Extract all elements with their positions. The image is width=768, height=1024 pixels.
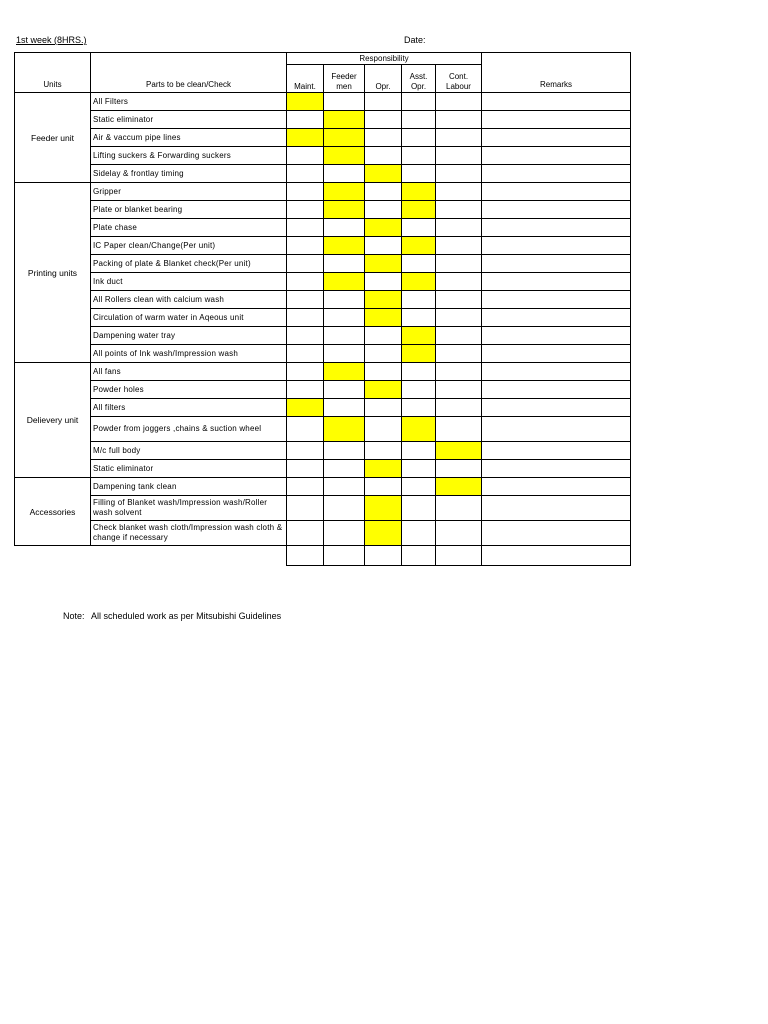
cont-labour-cell bbox=[436, 219, 482, 237]
asst-opr-cell-assigned bbox=[402, 345, 436, 363]
responsibility-header: Responsibility bbox=[287, 53, 482, 65]
table-row bbox=[15, 129, 631, 147]
opr-cell-assigned bbox=[365, 291, 402, 309]
cont-labour-cell bbox=[436, 93, 482, 111]
remarks-cell bbox=[482, 201, 631, 219]
table-row bbox=[15, 93, 631, 111]
maint-cell bbox=[287, 201, 324, 219]
opr-cell-assigned bbox=[365, 381, 402, 399]
footer-note bbox=[63, 611, 281, 621]
table-row bbox=[15, 363, 631, 381]
part-label: Powder from joggers ,chains & suction wheel bbox=[91, 417, 287, 442]
remarks-cell bbox=[482, 442, 631, 460]
part-label: All filters bbox=[91, 399, 287, 417]
opr-cell bbox=[365, 273, 402, 291]
part-label: All points of Ink wash/Impression wash bbox=[91, 345, 287, 363]
cont-labour-cell-assigned bbox=[436, 478, 482, 496]
table-row bbox=[15, 273, 631, 291]
cont-labour-cell bbox=[436, 363, 482, 381]
maint-cell bbox=[287, 273, 324, 291]
cont-labour-cell bbox=[436, 111, 482, 129]
remarks-cell bbox=[482, 147, 631, 165]
asst-opr-cell bbox=[402, 165, 436, 183]
part-label: Static eliminator bbox=[91, 460, 287, 478]
cont-labour-cell bbox=[436, 165, 482, 183]
maint-cell bbox=[287, 442, 324, 460]
feeder-men-cell-assigned bbox=[324, 183, 365, 201]
maint-header: Maint. bbox=[287, 65, 324, 93]
remarks-header: Remarks bbox=[482, 53, 631, 93]
parts-header: Parts to be clean/Check bbox=[91, 53, 287, 93]
feeder-men-cell bbox=[324, 442, 365, 460]
feeder-men-cell bbox=[324, 93, 365, 111]
remarks-cell bbox=[482, 237, 631, 255]
part-label: Sidelay & frontlay timing bbox=[91, 165, 287, 183]
maint-cell bbox=[287, 219, 324, 237]
unit-label: Printing units bbox=[15, 183, 91, 363]
empty-cell bbox=[15, 546, 91, 566]
maint-cell bbox=[287, 327, 324, 345]
note-text: All scheduled work as per Mitsubishi Guidelines bbox=[91, 611, 282, 621]
maint-cell bbox=[287, 363, 324, 381]
blank-cell bbox=[324, 546, 365, 566]
feeder-men-header: Feeder men bbox=[324, 65, 365, 93]
maint-cell bbox=[287, 255, 324, 273]
asst-opr-cell bbox=[402, 309, 436, 327]
remarks-cell bbox=[482, 165, 631, 183]
maint-cell bbox=[287, 183, 324, 201]
table-row bbox=[15, 460, 631, 478]
feeder-men-cell-assigned bbox=[324, 363, 365, 381]
table-row bbox=[15, 201, 631, 219]
remarks-cell bbox=[482, 363, 631, 381]
asst-opr-cell bbox=[402, 219, 436, 237]
part-label: IC Paper clean/Change(Per unit) bbox=[91, 237, 287, 255]
opr-cell bbox=[365, 442, 402, 460]
blank-cell bbox=[402, 546, 436, 566]
table-row bbox=[15, 291, 631, 309]
asst-opr-cell bbox=[402, 291, 436, 309]
cont-labour-cell bbox=[436, 496, 482, 521]
maint-cell bbox=[287, 521, 324, 546]
remarks-cell bbox=[482, 496, 631, 521]
table-row bbox=[15, 345, 631, 363]
part-label: Plate chase bbox=[91, 219, 287, 237]
unit-label: Accessories bbox=[15, 478, 91, 546]
opr-cell bbox=[365, 327, 402, 345]
maint-cell-assigned bbox=[287, 399, 324, 417]
remarks-cell bbox=[482, 309, 631, 327]
feeder-men-cell-assigned bbox=[324, 237, 365, 255]
part-label: Ink duct bbox=[91, 273, 287, 291]
asst-opr-cell bbox=[402, 255, 436, 273]
feeder-men-cell-assigned bbox=[324, 201, 365, 219]
maint-cell bbox=[287, 165, 324, 183]
asst-opr-cell-assigned bbox=[402, 417, 436, 442]
asst-opr-cell bbox=[402, 460, 436, 478]
feeder-men-cell-assigned bbox=[324, 147, 365, 165]
unit-label: Delievery unit bbox=[15, 363, 91, 478]
asst-opr-cell bbox=[402, 111, 436, 129]
part-label: Air & vaccum pipe lines bbox=[91, 129, 287, 147]
remarks-cell bbox=[482, 345, 631, 363]
opr-cell-assigned bbox=[365, 521, 402, 546]
opr-cell bbox=[365, 417, 402, 442]
cont-labour-cell bbox=[436, 309, 482, 327]
cont-labour-cell bbox=[436, 201, 482, 219]
table-row bbox=[15, 399, 631, 417]
maint-cell bbox=[287, 460, 324, 478]
part-label: All fans bbox=[91, 363, 287, 381]
table-row bbox=[15, 147, 631, 165]
part-label: Check blanket wash cloth/Impression wash cloth & change if necessary bbox=[91, 521, 287, 546]
table-row bbox=[15, 496, 631, 521]
opr-cell-assigned bbox=[365, 496, 402, 521]
remarks-cell bbox=[482, 111, 631, 129]
part-label: Dampening water tray bbox=[91, 327, 287, 345]
remarks-cell bbox=[482, 381, 631, 399]
unit-label: Feeder unit bbox=[15, 93, 91, 183]
asst-opr-cell bbox=[402, 147, 436, 165]
asst-opr-cell bbox=[402, 442, 436, 460]
blank-row bbox=[15, 546, 631, 566]
maint-cell bbox=[287, 111, 324, 129]
remarks-cell bbox=[482, 521, 631, 546]
cont-labour-cell bbox=[436, 327, 482, 345]
opr-cell-assigned bbox=[365, 165, 402, 183]
opr-cell-assigned bbox=[365, 309, 402, 327]
cont-labour-cell bbox=[436, 255, 482, 273]
remarks-cell bbox=[482, 183, 631, 201]
part-label: Circulation of warm water in Aqeous unit bbox=[91, 309, 287, 327]
opr-cell bbox=[365, 129, 402, 147]
asst-opr-cell bbox=[402, 93, 436, 111]
opr-cell bbox=[365, 363, 402, 381]
remarks-cell bbox=[482, 399, 631, 417]
feeder-men-cell bbox=[324, 399, 365, 417]
cont-labour-cell bbox=[436, 183, 482, 201]
cont-labour-cell bbox=[436, 460, 482, 478]
remarks-cell bbox=[482, 327, 631, 345]
table-row bbox=[15, 327, 631, 345]
blank-cell bbox=[365, 546, 402, 566]
cont-labour-cell bbox=[436, 521, 482, 546]
maint-cell-assigned bbox=[287, 129, 324, 147]
feeder-men-cell bbox=[324, 521, 365, 546]
maint-cell bbox=[287, 237, 324, 255]
blank-cell bbox=[436, 546, 482, 566]
cont-labour-cell bbox=[436, 345, 482, 363]
cleaning-schedule-table bbox=[14, 52, 631, 566]
cont-labour-cell bbox=[436, 417, 482, 442]
maint-cell bbox=[287, 417, 324, 442]
opr-cell bbox=[365, 201, 402, 219]
asst-opr-cell-assigned bbox=[402, 327, 436, 345]
date-label: Date: bbox=[404, 35, 426, 45]
opr-cell bbox=[365, 147, 402, 165]
maint-cell bbox=[287, 478, 324, 496]
part-label: All Filters bbox=[91, 93, 287, 111]
schedule-body bbox=[15, 93, 631, 566]
feeder-men-cell bbox=[324, 309, 365, 327]
part-label: Gripper bbox=[91, 183, 287, 201]
feeder-men-cell-assigned bbox=[324, 273, 365, 291]
opr-cell bbox=[365, 478, 402, 496]
opr-cell bbox=[365, 111, 402, 129]
remarks-cell bbox=[482, 219, 631, 237]
opr-cell bbox=[365, 399, 402, 417]
feeder-men-cell-assigned bbox=[324, 417, 365, 442]
feeder-men-cell bbox=[324, 291, 365, 309]
opr-cell bbox=[365, 345, 402, 363]
blank-cell bbox=[287, 546, 324, 566]
feeder-men-cell-assigned bbox=[324, 129, 365, 147]
table-row bbox=[15, 183, 631, 201]
asst-opr-cell bbox=[402, 521, 436, 546]
part-label: Plate or blanket bearing bbox=[91, 201, 287, 219]
opr-cell-assigned bbox=[365, 219, 402, 237]
feeder-men-cell bbox=[324, 255, 365, 273]
part-label: Dampening tank clean bbox=[91, 478, 287, 496]
sheet-title: 1st week (8HRS.) bbox=[16, 35, 87, 45]
opr-cell bbox=[365, 237, 402, 255]
remarks-cell bbox=[482, 129, 631, 147]
feeder-men-cell bbox=[324, 219, 365, 237]
table-row bbox=[15, 521, 631, 546]
feeder-men-cell bbox=[324, 381, 365, 399]
table-row bbox=[15, 219, 631, 237]
table-row bbox=[15, 255, 631, 273]
part-label: M/c full body bbox=[91, 442, 287, 460]
remarks-cell bbox=[482, 255, 631, 273]
cont-labour-cell bbox=[436, 381, 482, 399]
maint-cell bbox=[287, 309, 324, 327]
asst-opr-cell-assigned bbox=[402, 201, 436, 219]
cont-labour-cell bbox=[436, 291, 482, 309]
table-row bbox=[15, 165, 631, 183]
table-row bbox=[15, 381, 631, 399]
units-header: Units bbox=[15, 53, 91, 93]
maint-cell bbox=[287, 381, 324, 399]
table-row bbox=[15, 111, 631, 129]
remarks-cell bbox=[482, 478, 631, 496]
table-row bbox=[15, 237, 631, 255]
table-row bbox=[15, 309, 631, 327]
asst-opr-cell-assigned bbox=[402, 237, 436, 255]
note-label: Note: bbox=[63, 611, 85, 621]
remarks-cell bbox=[482, 460, 631, 478]
remarks-cell bbox=[482, 291, 631, 309]
cont-labour-cell-assigned bbox=[436, 442, 482, 460]
asst-opr-cell bbox=[402, 381, 436, 399]
cont-labour-cell bbox=[436, 237, 482, 255]
asst-opr-cell bbox=[402, 363, 436, 381]
blank-cell bbox=[482, 546, 631, 566]
cont-labour-cell bbox=[436, 147, 482, 165]
maint-cell bbox=[287, 345, 324, 363]
opr-cell bbox=[365, 183, 402, 201]
feeder-men-cell bbox=[324, 460, 365, 478]
part-label: Packing of plate & Blanket check(Per unit) bbox=[91, 255, 287, 273]
part-label: All Rollers clean with calcium wash bbox=[91, 291, 287, 309]
asst-opr-cell bbox=[402, 399, 436, 417]
table-row bbox=[15, 442, 631, 460]
empty-cell bbox=[91, 546, 287, 566]
asst-opr-cell-assigned bbox=[402, 183, 436, 201]
feeder-men-cell bbox=[324, 165, 365, 183]
opr-cell bbox=[365, 93, 402, 111]
part-label: Powder holes bbox=[91, 381, 287, 399]
maint-cell bbox=[287, 291, 324, 309]
feeder-men-cell bbox=[324, 478, 365, 496]
cont-labour-cell bbox=[436, 399, 482, 417]
cont-labour-cell bbox=[436, 273, 482, 291]
cont-labour-cell bbox=[436, 129, 482, 147]
feeder-men-cell bbox=[324, 496, 365, 521]
part-label: Filling of Blanket wash/Impression wash/Roller wash solvent bbox=[91, 496, 287, 521]
remarks-cell bbox=[482, 273, 631, 291]
asst-opr-header: Asst. Opr. bbox=[402, 65, 436, 93]
asst-opr-cell bbox=[402, 496, 436, 521]
opr-header: Opr. bbox=[365, 65, 402, 93]
maint-cell bbox=[287, 496, 324, 521]
part-label: Static eliminator bbox=[91, 111, 287, 129]
part-label: Lifting suckers & Forwarding suckers bbox=[91, 147, 287, 165]
maint-cell-assigned bbox=[287, 93, 324, 111]
feeder-men-cell-assigned bbox=[324, 111, 365, 129]
cont-labour-header: Cont. Labour bbox=[436, 65, 482, 93]
remarks-cell bbox=[482, 417, 631, 442]
remarks-cell bbox=[482, 93, 631, 111]
table-row bbox=[15, 478, 631, 496]
feeder-men-cell bbox=[324, 345, 365, 363]
opr-cell-assigned bbox=[365, 255, 402, 273]
asst-opr-cell bbox=[402, 478, 436, 496]
asst-opr-cell-assigned bbox=[402, 273, 436, 291]
feeder-men-cell bbox=[324, 327, 365, 345]
asst-opr-cell bbox=[402, 129, 436, 147]
table-row bbox=[15, 417, 631, 442]
opr-cell-assigned bbox=[365, 460, 402, 478]
maint-cell bbox=[287, 147, 324, 165]
